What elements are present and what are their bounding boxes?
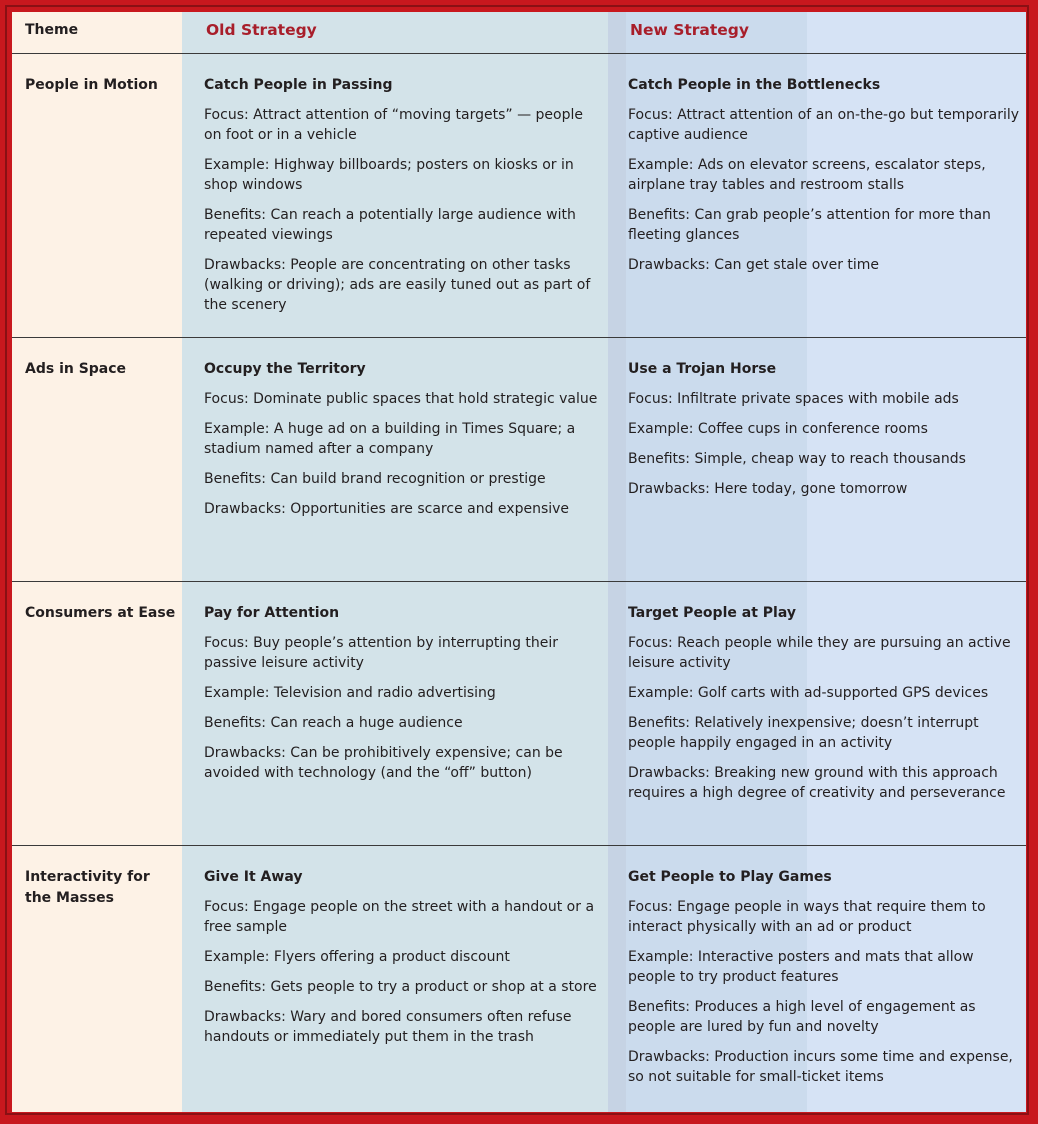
focus-text: Focus: Reach people while they are pursuing an active leisure activity [628,635,1011,671]
benefits-text: Benefits: Relatively inexpensive; doesn’t interrupt people happily engaged in an activity [628,715,979,751]
theme-interactivity-for-the-masses: Interactivity for the Masses [25,869,150,906]
header-old-strategy: Old Strategy [206,21,317,39]
example-text: Example: Flyers offering a product discount [204,949,510,965]
strategy-table [12,12,1026,1112]
strategy-title: Catch People in Passing [204,77,393,93]
drawbacks-text: Drawbacks: Here today, gone tomorrow [628,481,908,497]
new-strategy-cell [628,75,1020,285]
focus-text: Focus: Buy people’s attention by interrupting their passive leisure activity [204,635,559,671]
new-strategy-cell [628,359,1020,509]
drawbacks-text: Drawbacks: Wary and bored consumers often refuse handouts or immediately put them in the trash [204,1009,572,1045]
row-divider [12,337,1026,338]
focus-text: Focus: Dominate public spaces that hold strategic value [204,391,598,407]
old-strategy-cell [204,603,598,793]
header-theme: Theme [25,22,79,38]
benefits-text: Benefits: Simple, cheap way to reach thousands [628,451,966,467]
example-text: Example: Golf carts with ad-supported GPS devices [628,685,989,701]
focus-text: Focus: Engage people in ways that require them to interact physically with an ad or product [628,899,986,935]
strategy-title: Catch People in the Bottlenecks [628,77,881,93]
drawbacks-text: Drawbacks: Breaking new ground with this approach requires a high degree of creativity and perseverance [628,765,1006,801]
strategy-title: Pay for Attention [204,605,340,621]
theme-consumers-at-ease: Consumers at Ease [25,605,176,621]
strategy-title: Use a Trojan Horse [628,361,777,377]
header-divider [12,53,1026,54]
drawbacks-text: Drawbacks: People are concentrating on other tasks (walking or driving); ads are easily tuned out as part of the scenery [204,257,591,313]
old-strategy-cell [204,75,598,325]
theme-people-in-motion: People in Motion [25,77,158,93]
example-text: Example: Television and radio advertising [204,685,496,701]
strategy-title: Give It Away [204,869,303,885]
drawbacks-text: Drawbacks: Opportunities are scarce and expensive [204,501,570,517]
benefits-text: Benefits: Can build brand recognition or prestige [204,471,546,487]
focus-text: Focus: Attract attention of an on-the-go but temporarily captive audience [628,107,1020,143]
benefits-text: Benefits: Gets people to try a product or shop at a store [204,979,597,995]
theme-ads-in-space: Ads in Space [25,361,127,377]
benefits-text: Benefits: Can grab people’s attention for more than fleeting glances [628,207,991,243]
drawbacks-text: Drawbacks: Production incurs some time and expense, so not suitable for small-ticket items [628,1049,1013,1085]
example-text: Example: Ads on elevator screens, escalator steps, airplane tray tables and restroom stalls [628,157,986,193]
focus-text: Focus: Attract attention of “moving targets” — people on foot or in a vehicle [204,107,583,143]
new-strategy-cell [628,867,1020,1097]
drawbacks-text: Drawbacks: Can be prohibitively expensive; can be avoided with technology (and the “off” button) [204,745,563,781]
example-text: Example: Highway billboards; posters on kiosks or in shop windows [204,157,574,193]
header-new-strategy: New Strategy [630,21,749,39]
row-divider [12,845,1026,846]
focus-text: Focus: Engage people on the street with a handout or a free sample [204,899,595,935]
benefits-text: Benefits: Can reach a huge audience [204,715,463,731]
new-strategy-cell [628,603,1020,813]
example-text: Example: A huge ad on a building in Times Square; a stadium named after a company [204,421,576,457]
focus-text: Focus: Infiltrate private spaces with mobile ads [628,391,959,407]
old-strategy-cell [204,359,598,529]
example-text: Example: Interactive posters and mats that allow people to try product features [628,949,974,985]
strategy-title: Target People at Play [628,605,796,621]
benefits-text: Benefits: Can reach a potentially large audience with repeated viewings [204,207,576,243]
strategy-title: Occupy the Territory [204,361,366,377]
example-text: Example: Coffee cups in conference rooms [628,421,928,437]
strategy-title: Get People to Play Games [628,869,832,885]
drawbacks-text: Drawbacks: Can get stale over time [628,257,880,273]
row-divider [12,581,1026,582]
benefits-text: Benefits: Produces a high level of engagement as people are lured by fun and novelty [628,999,976,1035]
old-strategy-cell [204,867,598,1057]
